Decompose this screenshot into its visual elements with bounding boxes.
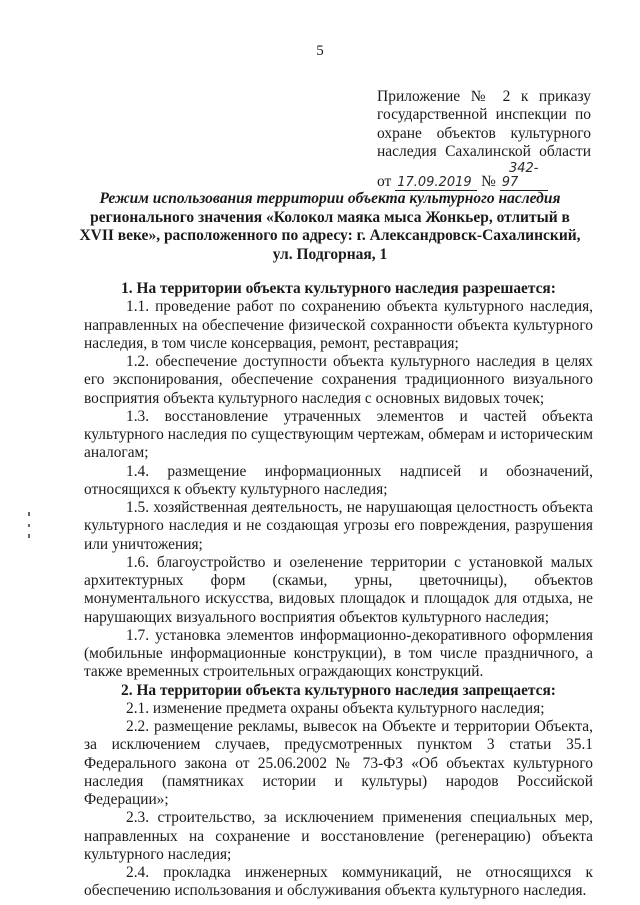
handwritten-date: 17.09.2019 bbox=[395, 176, 477, 191]
margin-mark bbox=[28, 524, 30, 527]
date-prefix: от bbox=[377, 172, 392, 190]
appendix-date-line bbox=[377, 162, 591, 191]
section-1-heading: 1. На территории объекта культурного наследия разрешается: bbox=[121, 280, 556, 297]
section-2-heading: 2. На территории объекта культурного наследия запрещается: bbox=[121, 681, 556, 699]
appendix-line: государственной инспекции по bbox=[377, 106, 591, 124]
section-1-item: 1.7. установка элементов информационно-декоративного оформления (мобильные информационные конструкции), в том числе праздничного, а также временных строительных ограждающих конструкций. bbox=[84, 626, 593, 681]
section-1-item: 1.2. обеспечение доступности объекта культурного наследия в целях его экспонирования, обеспечение сохранения традиционного визуального восприятия объекта культурного наследия с основных видовых точек; bbox=[84, 353, 593, 407]
section-2-item: 2.4. прокладка инженерных коммуникаций, не относящихся к обеспечению использования и обслуживания объекта культурного наследия. bbox=[84, 864, 593, 900]
section-1-item: 1.5. хозяйственная деятельность, не нарушающая целостность объекта культурного наследия и не создающая угрозы его повреждения, разрушения или уничтожения; bbox=[84, 499, 593, 553]
title-line: XVII веке», расположенного по адресу: г. Александровск-Сахалинский, bbox=[79, 227, 581, 245]
section-1-item: 1.1. проведение работ по сохранению объекта культурного наследия, направленных на обеспечение физической сохранности объекта культурного наследия, в том числе консервация, ремонт, реставрация; bbox=[84, 298, 593, 352]
section-1-item: 1.6. благоустройство и озеленение территории с установкой малых архитектурных форм (скамьи, урны, цветочницы), объектов монументального искусства, видовых площадок и площадок для отдыха, не нарушающих визуального восприятия объектов культурного наследия; bbox=[84, 553, 593, 626]
title-line: регионального значения «Колокол маяка мыса Жонкьер, отлитый в bbox=[90, 208, 570, 226]
appendix-line: наследия Сахалинской области bbox=[377, 143, 591, 161]
document-body bbox=[84, 280, 593, 901]
page-number: 5 bbox=[316, 43, 324, 59]
section-1-item: 1.4. размещение информационных надписей и обозначений, относящихся к объекту культурного наследия; bbox=[84, 462, 593, 498]
margin-mark bbox=[28, 512, 30, 516]
section-1-item: 1.3. восстановление утраченных элементов и частей объекта культурного наследия по существующим чертежам, обмерам и историческим аналогам; bbox=[84, 407, 593, 462]
number-prefix: № bbox=[481, 172, 496, 190]
appendix-line: Приложение № 2 к приказу bbox=[377, 88, 591, 105]
section-2-item: 2.2. размещение рекламы, вывесок на Объекте и территории Объекта, за исключением случаев, предусмотренных пунктом 3 статьи 35.1 Федерального закона от 25.06.2002 № 73-ФЗ «Об объектах культурного наследия (памятниках истории и культуры) народов Российской Федерации»; bbox=[84, 718, 593, 808]
appendix-block bbox=[377, 88, 591, 191]
margin-mark bbox=[28, 534, 30, 538]
document-title bbox=[78, 190, 582, 264]
title-line: Режим использования территории объекта культурного наследия bbox=[99, 190, 561, 207]
title-line: ул. Подгорная, 1 bbox=[272, 245, 388, 263]
appendix-line: охране объектов культурного bbox=[377, 124, 591, 142]
section-2-item: 2.1. изменение предмета охраны объекта культурного наследия; bbox=[126, 699, 545, 717]
section-2-item: 2.3. строительство, за исключением применения специальных мер, направленных на сохранение и восстановление (регенерацию) объекта культурного наследия; bbox=[84, 809, 593, 863]
handwritten-number: 342-97 bbox=[500, 162, 548, 191]
